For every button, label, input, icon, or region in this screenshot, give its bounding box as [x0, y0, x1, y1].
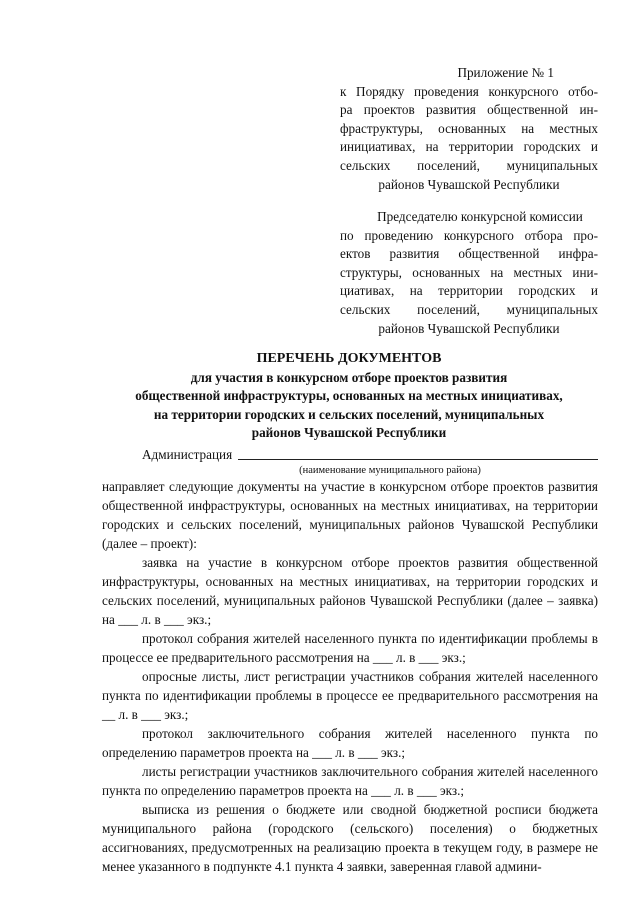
addressee-line: Председателю конкурсной комиссии — [377, 209, 583, 224]
body-paragraph: направляет следующие документы на участие в конкурсном отборе проектов развития общественной инфраструктуры, основанных на местных инициативах, на территории городских и сельских поселений, муниципальных районов Чувашской Республики (далее – проект): — [102, 479, 598, 551]
addressee-block — [340, 208, 598, 338]
admin-caption: (наименование муниципального района) — [299, 465, 481, 476]
addressee-line: ектов развития общественной инфра- — [340, 246, 598, 262]
addressee-line: циативах, на территории городских и — [340, 283, 598, 299]
body-paragraph: протокол заключительного собрания жителей населенного пункта по определению параметров проекта на ___ л. в ___ экз.; — [102, 726, 598, 760]
admin-line — [142, 445, 598, 464]
appendix-line: сельских поселений, муниципальных — [340, 157, 598, 173]
body-paragraph: листы регистрации участников заключительного собрания жителей населенного пункта по определению параметров проекта на ___ л. в ___ экз.; — [102, 764, 598, 798]
appendix-number: Приложение № 1 — [457, 65, 554, 80]
appendix-line: инициативах, на территории городских и — [340, 139, 598, 155]
admin-label: Администрация — [142, 447, 233, 462]
title-line: на территории городских и сельских поселений, муниципальных — [153, 406, 545, 422]
body-paragraph: протокол собрания жителей населенного пункта по идентификации проблемы в процессе ее предварительного рассмотрения на ___ л. в ___ экз.; — [102, 631, 598, 665]
document-title — [100, 350, 598, 443]
appendix-line: фраструктуры, основанных на местных — [340, 120, 598, 136]
addressee-line: по проведению конкурсного отбора про- — [340, 227, 598, 243]
document-body — [102, 445, 598, 876]
title-line: общественной инфраструктуры, основанных на местных инициативах, — [135, 388, 563, 404]
body-paragraph: заявка на участие в конкурсном отборе проектов развития общественной инфраструктуры, основанных на местных инициативах, на территории городских и сельских поселений, муниципальных районов Чувашской Республики (далее – заявка) на ___ л. в ___ экз.; — [102, 555, 598, 627]
body-paragraph: опросные листы, лист регистрации участников собрания жителей населенного пункта по идентификации проблемы в процессе ее предварительного рассмотрения на __ л. в ___ экз.; — [102, 669, 598, 722]
appendix-header — [340, 64, 598, 194]
appendix-line: ра проектов развития общественной ин- — [340, 102, 598, 118]
addressee-line: структуры, основанных на местных ини- — [340, 264, 598, 280]
body-paragraph: выписка из решения о бюджете или сводной бюджетной росписи бюджета муниципального района (городского (сельского) поселения) о бюджетных ассигнованиях, предусмотренных на реализацию проекта в текущем году, в размере не менее указанного в подпункте 4.1 пункта 4 заявки, заверенная главой админи- — [102, 802, 598, 874]
appendix-line: районов Чувашской Республики — [378, 176, 560, 192]
admin-fill-line — [238, 459, 598, 460]
title-main: ПЕРЕЧЕНЬ ДОКУМЕНТОВ — [256, 351, 442, 366]
title-line: районов Чувашской Республики — [251, 425, 447, 441]
appendix-line: к Порядку проведения конкурсного отбо- — [340, 83, 598, 99]
title-line: для участия в конкурсном отборе проектов развития — [190, 369, 508, 385]
addressee-line: сельских поселений, муниципальных — [340, 301, 598, 317]
addressee-line: районов Чувашской Республики — [378, 320, 560, 336]
